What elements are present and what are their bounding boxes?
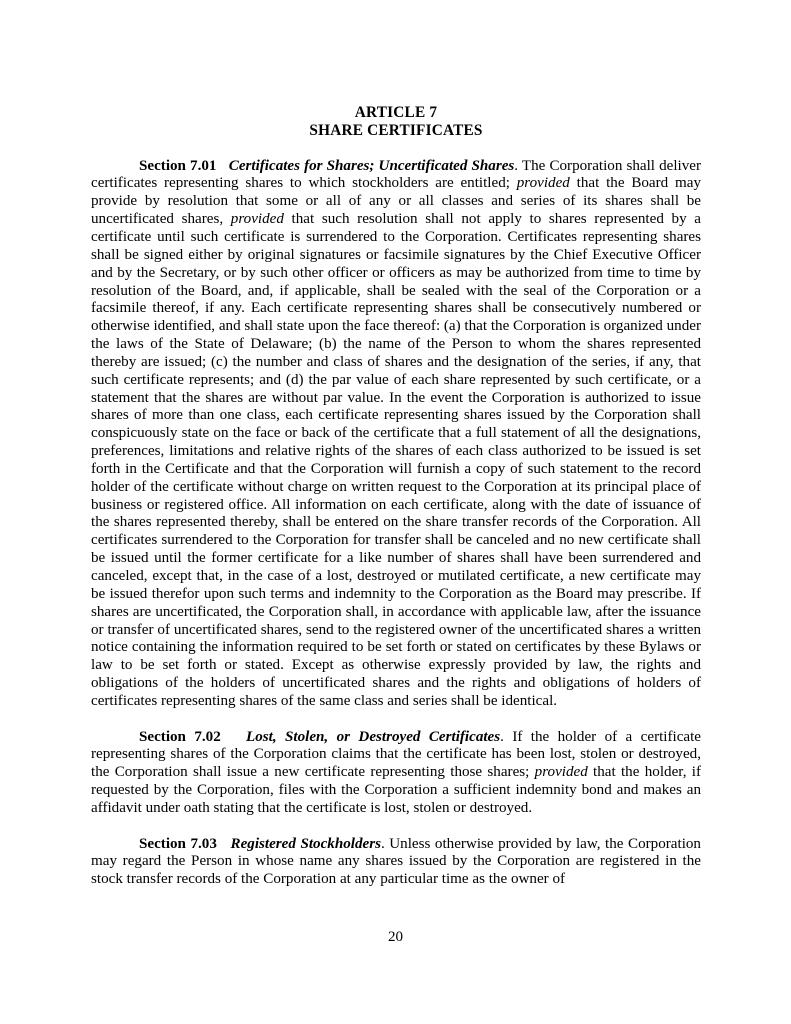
section-title-7-02: Lost, Stolen, or Destroyed Certificates [246,728,501,745]
section-paragraph-7-03 [91,836,701,890]
section-title-7-01: Certificates for Shares; Uncertificated Shares [228,157,515,174]
section-body-7-01-part-2: that the Board may provide by resolution that some or all of any or all classes and series of its shares shall be uncertificated shares, [91,175,701,228]
page-content [91,104,701,889]
section-title-period-7-01: . [514,157,519,174]
section-number-7-02: Section 7.02 [139,728,221,745]
section-number-7-01: Section 7.01 [139,157,217,174]
article-heading-line-1: ARTICLE 7 [354,104,438,121]
section-number-spacer [216,158,228,174]
section-number-spacer [217,836,231,852]
section-body-7-01-part-1: The Corporation shall deliver certificates representing shares to which stockholders are entitled; [91,157,701,192]
section-title-period-7-02: . [500,728,504,745]
page-number: 20 [387,929,404,945]
section-emphasis-7-01-a: provided [516,175,570,192]
section-paragraph-7-02 [91,729,701,818]
section-body-7-01-part-3: that such resolution shall not apply to shares represented by a certificate until such certificate is surrendered to the Corporation. Certificates representing shares shall be signed either by original signatures or facsimile signatures by the Chief Executive Officer and by the Secretary, or by such other officer or officers as may be authorized from time to time by resolution of the Board, and, if applicable, shall be sealed with the seal of the Corporation or a facsimile thereof, if any. Each certificate representing shares shall be consecutively numbered or otherwise identified, and shall state upon the face thereof: (a) that the Corporation is organized under the laws of the State of Delaware; (b) the name of the Person to whom the shares represented thereby are issued; (c) the number and class of shares and the designation of the series, if any, that such certificate represents; and (d) the par value of each share represented by such certificate, or a statement that the shares are without par value. In the event the Corporation is authorized to issue shares of more than one class, each certificate representing shares issued by the Corporation shall conspicuously state on the face or back of the certificate that a full statement of all the designations, preferences, limitations and relative rights of the shares of each class authorized to be issued is set forth in the Certificate and that the Corporation will furnish a copy of such statement to the record holder of the certificate without charge on written request to the Corporation at its principal place of business or registered office. All information on each certificate, along with the date of issuance of the shares represented thereby, shall be entered on the share transfer records of the Corporation. All certificates surrendered to the Corporation for transfer shall be canceled and no new certificate shall be issued until the former certificate for a like number of shares shall have been surrendered and canceled, except that, in the case of a lost, destroyed or mutilated certificate, a new certificate may be issued therefor upon such terms and indemnity to the Corporation as the Board may prescribe. If shares are uncertificated, the Corporation shall, in accordance with applicable law, after the issuance or transfer of uncertificated shares, send to the registered owner of the uncertificated shares a written notice containing the information required to be set forth or stated on certificates by these Bylaws or law to be set forth or stated. Except as otherwise expressly provided by law, the rights and obligations of the holders of uncertificated shares and the rights and obligations of holders of certificates representing shares of the same class and series shall be identical. [91,211,701,709]
section-emphasis-7-01-b: provided [230,211,284,228]
article-heading [91,104,701,140]
section-number-7-03: Section 7.03 [139,835,217,852]
section-title-7-03: Registered Stockholders [230,835,381,852]
article-heading-line-2: SHARE CERTIFICATES [309,121,483,139]
section-body-7-02-part-2: that the holder, if requested by the Corporation, files with the Corporation a sufficient indemnity bond and makes an affidavit under oath stating that the certificate is lost, stolen or destroyed. [91,764,701,816]
section-paragraph-7-01 [91,158,701,711]
section-emphasis-7-02-a: provided [534,764,588,781]
section-body-7-03-part-1: Unless otherwise provided by law, the Corporation may regard the Person in whose name any shares issued by the Corporation are registered in the stock transfer records of the Corporation at any particular time as the owner of [91,835,701,888]
section-body-7-02-part-1: If the holder of a certificate representing shares of the Corporation claims that the certificate has been lost, stolen or destroyed, the Corporation shall issue a new certificate representing those shares; [91,728,701,781]
section-title-period-7-03: . [380,835,385,852]
section-number-spacer [221,729,246,745]
